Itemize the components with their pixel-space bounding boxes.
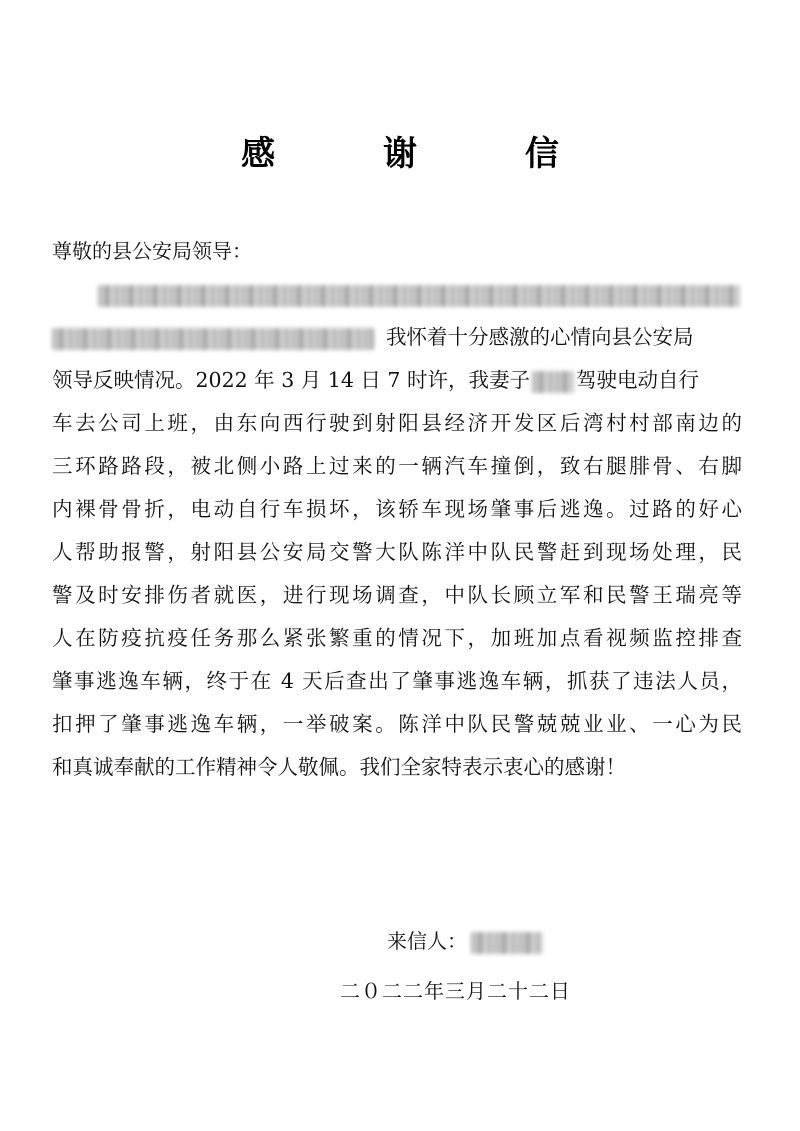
body-line-2-text: 我怀着十分感激的心情向县公安局: [386, 325, 694, 349]
body-line-3-text: 领导反映情况。2022 年 3 月 14 日 7 时许，我妻子: [52, 368, 530, 392]
body-line-12: 和真诚奉献的工作精神令人敬佩。我们全家特表示衷心的感谢！: [52, 755, 626, 779]
signature-line: [387, 925, 543, 954]
redacted-name: [532, 371, 574, 393]
body-line-1-redacted: [52, 273, 742, 316]
signature-label: 来信人：: [387, 929, 467, 953]
body-line-5: 三环路路段，被北侧小路上过来的一辆汽车撞倒，致右腿腓骨、右脚: [52, 454, 742, 478]
body-line-9: 人在防疫抗疫任务那么紧张繁重的情况下，加班加点看视频监控排查: [52, 626, 742, 650]
body-line-11: 扣押了肇事逃逸车辆，一举破案。陈洋中队民警兢兢业业、一心为民: [52, 712, 742, 736]
letter-date: 二０二二年三月二十二日: [340, 979, 571, 1003]
body-line-7: 人帮助报警，射阳县公安局交警大队陈洋中队民警赶到现场处理，民: [52, 540, 742, 564]
body-line-3: [52, 359, 742, 402]
body-line-6: 内裸骨骨折，电动自行车损坏，该轿车现场肇事后逃逸。过路的好心: [52, 497, 742, 521]
redacted-text-block: [52, 328, 374, 350]
redacted-signer-name: [471, 932, 543, 954]
body-line-4: 车去公司上班，由东向西行驶到射阳县经济开发区后湾村村部南边的: [52, 411, 742, 435]
body-line-10: 肇事逃逸车辆，终于在 4 天后查出了肇事逃逸车辆，抓获了违法人员，: [52, 669, 742, 693]
body-line-3-text-end: 驾驶电动自行: [575, 368, 699, 392]
letter-body: [52, 273, 742, 789]
body-line-8: 警及时安排伤者就医，进行现场调查，中队长顾立军和民警王瑞亮等: [52, 583, 742, 607]
salutation: 尊敬的县公安局领导：: [52, 239, 252, 263]
letter-title: 感 谢 信: [241, 134, 607, 174]
redacted-text-block: [98, 285, 740, 307]
body-line-2: [52, 316, 742, 359]
